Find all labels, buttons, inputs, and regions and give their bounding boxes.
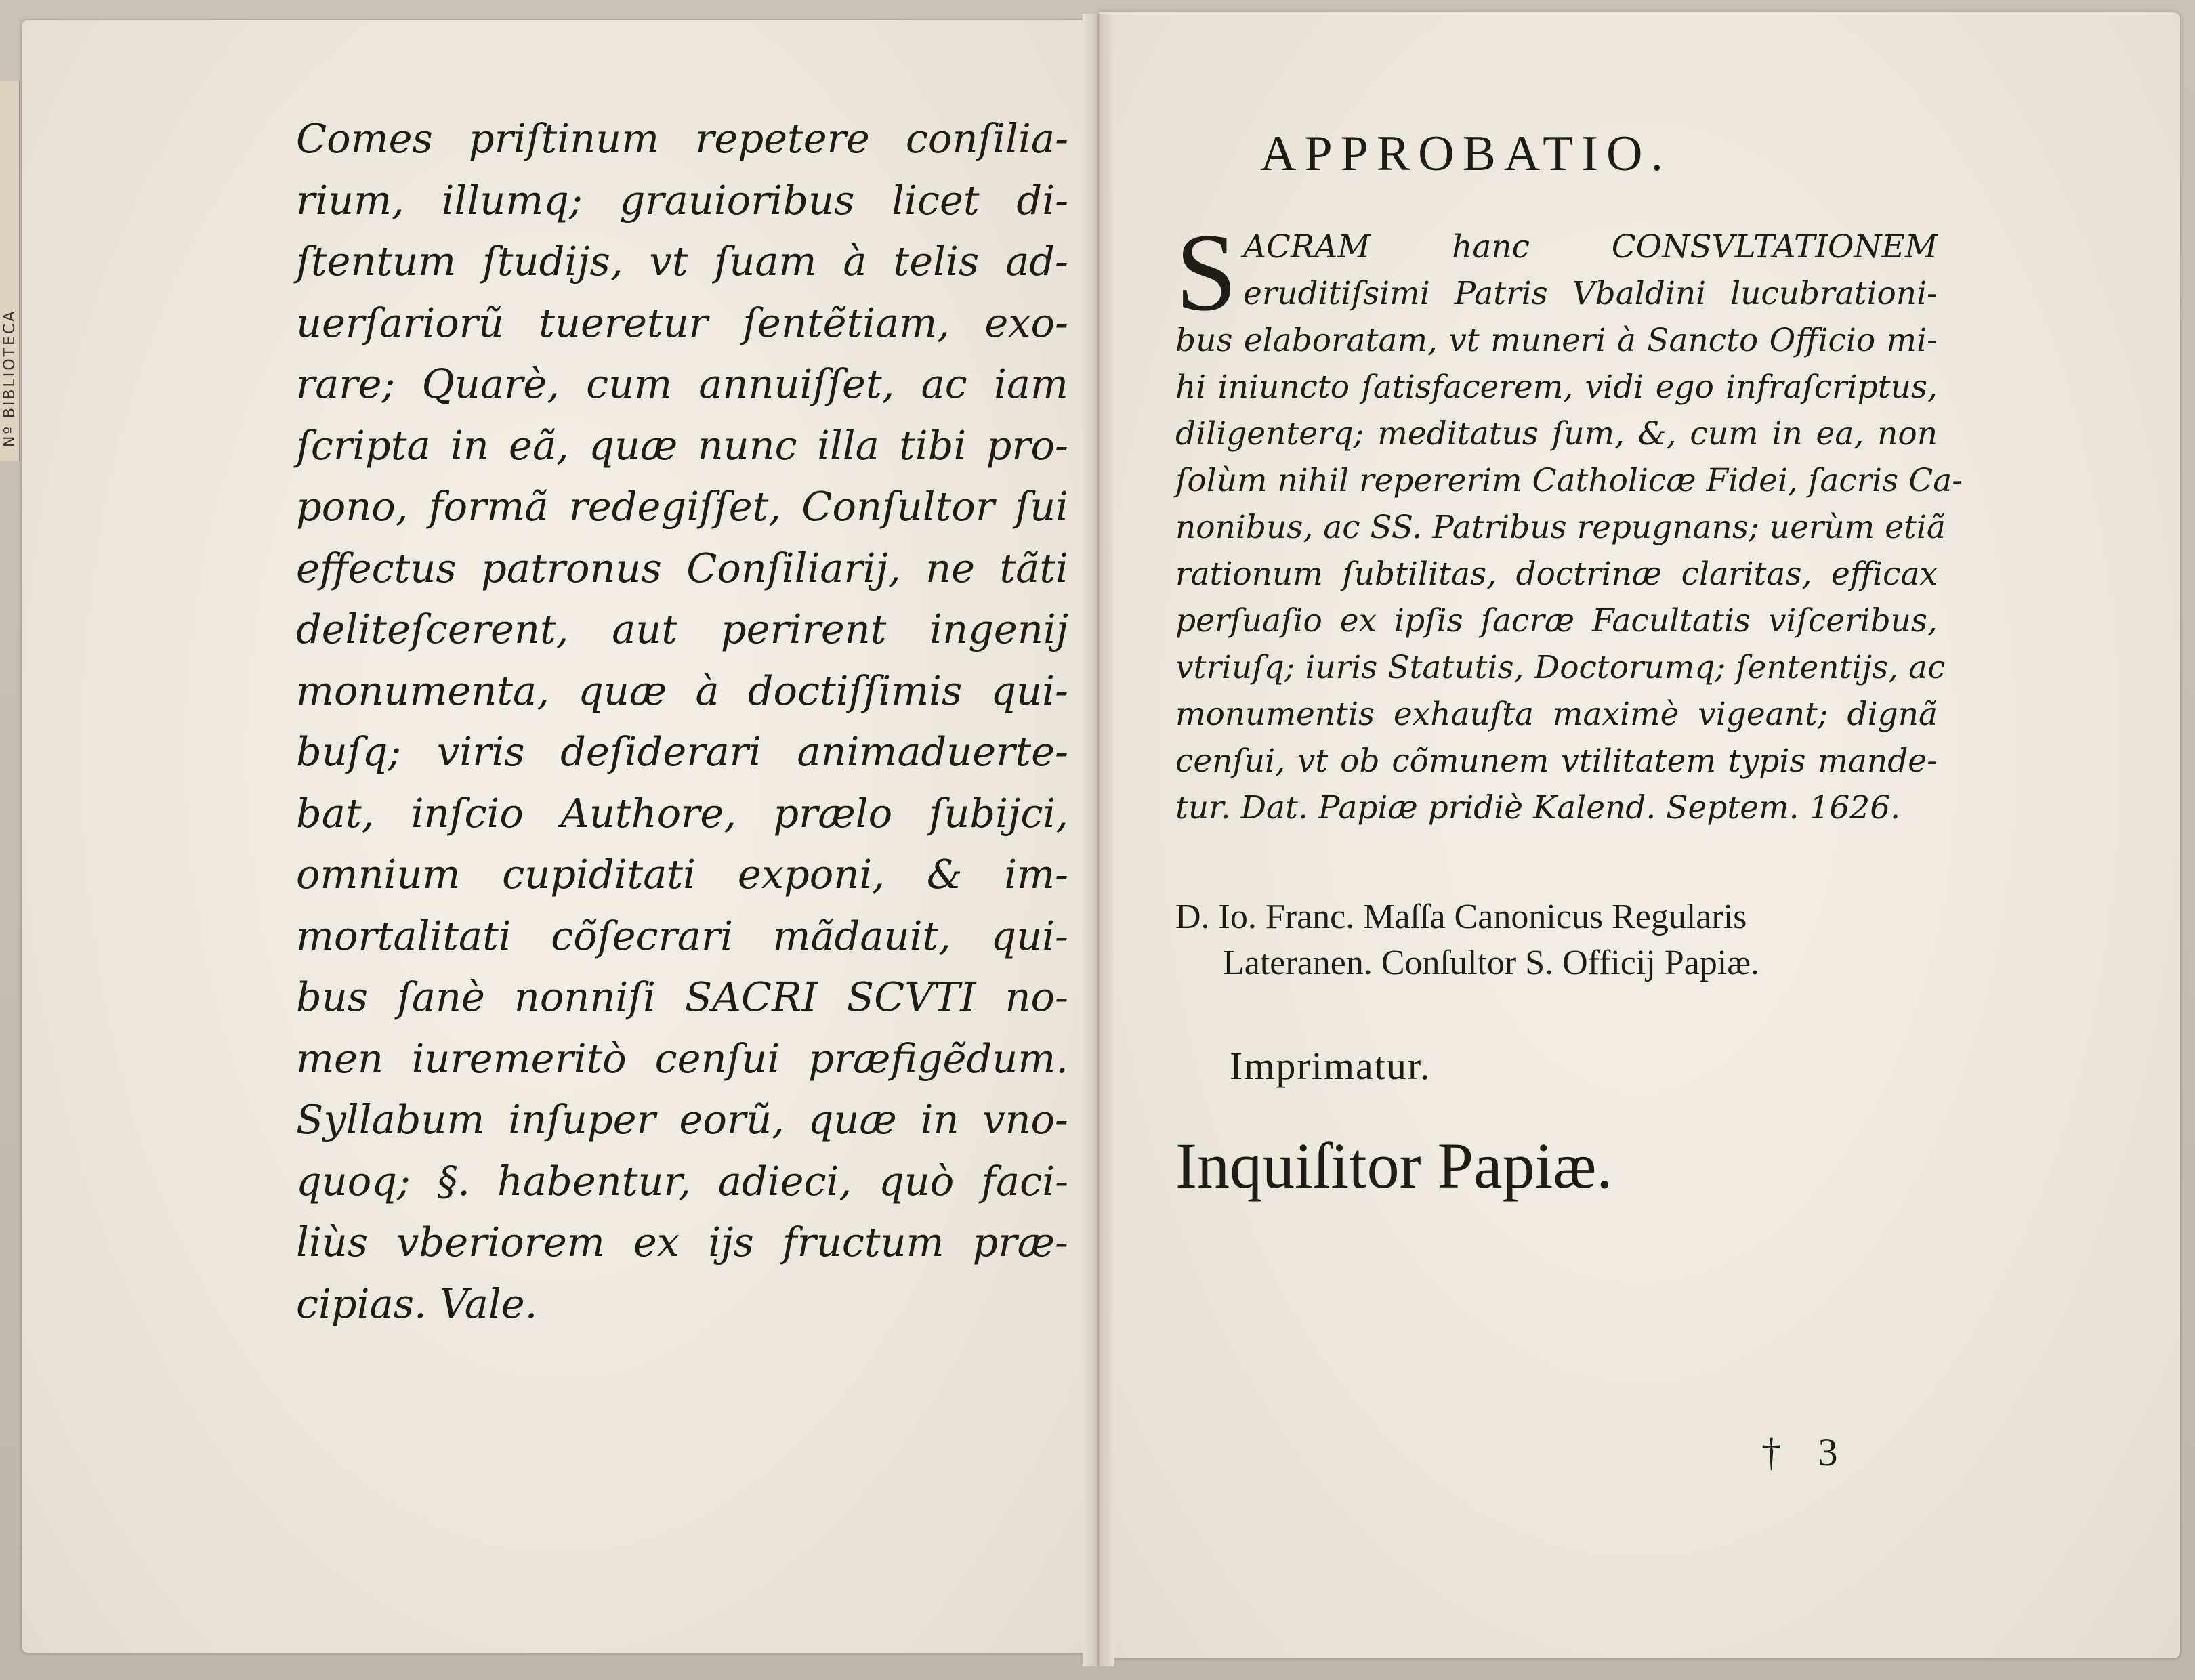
- approbation-line: diligenterq; meditatus ſum, &, cum in ea, non: [1175, 415, 1938, 453]
- text-line: Comes priſtinum repetere conſilia-: [296, 115, 1068, 162]
- book-gutter: [1083, 14, 1114, 1666]
- approbation-line: nonibus, ac SS. Patribus repugnans; uerùm etiã: [1175, 509, 1946, 546]
- text-line: cipias. Vale.: [296, 1280, 538, 1327]
- approbation-line: ACRAM hanc CONSVLTATIONEM: [1243, 228, 1938, 266]
- signature-line: D. Io. Franc. Maſſa Canonicus Regularis: [1175, 898, 1747, 936]
- text-line: ſcripta in eã, quæ nunc illa tibi pro-: [296, 421, 1068, 469]
- left-page-text: [296, 108, 1068, 1335]
- text-line: liùs vberiorem ex ijs fructum præ-: [296, 1219, 1068, 1265]
- imprimatur-line: Imprimatur.: [1230, 1044, 1431, 1088]
- library-label: Nº BIBLIOTECA: [1, 309, 18, 447]
- censor-signature: [1175, 894, 1759, 986]
- approbation-line: ſolùm nihil repererim Catholicæ Fidei, ſacris Ca-: [1175, 462, 1963, 499]
- text-line: bat, inſcio Authore, prælo ſubijci,: [296, 789, 1068, 837]
- text-line: Syllabum inſuper eorũ, quæ in vno-: [296, 1096, 1068, 1143]
- approbation-paragraph: [1175, 211, 1963, 831]
- left-page: [22, 20, 1096, 1653]
- text-line: rare; Quarè, cum annuiſſet, ac iam: [296, 360, 1068, 407]
- text-line: deliteſcerent, aut perirent ingenij: [296, 606, 1068, 652]
- signature-mark: † 3: [1761, 1430, 1852, 1474]
- approbation-text: [1175, 211, 1963, 831]
- approbation-line: vtriuſq; iuris Statutis, Doctorumq; ſententijs, ac: [1175, 649, 1946, 686]
- approbatio-heading: APPROBATIO.: [1260, 126, 1671, 182]
- signature-line: Lateranen. Conſultor S. Officij Papiæ.: [1223, 944, 1759, 982]
- approbation-line: perſuaſio ex ipſis ſacræ Facultatis viſceribus,: [1175, 602, 1938, 639]
- text-line: omnium cupiditati exponi, & im-: [296, 851, 1068, 898]
- approbation-line: monumentis exhauſta maximè vigeant; dignã: [1175, 696, 1938, 733]
- approbation-line: bus elaboratam, vt muneri à Sancto Officio mi-: [1175, 322, 1938, 359]
- text-line: men iuremeritò cenſui præfigẽdum.: [296, 1034, 1068, 1082]
- drop-cap: S: [1175, 211, 1238, 334]
- approbation-line: hi iniuncto ſatisfacerem, vidi ego infraſcriptus,: [1175, 369, 1938, 406]
- approbation-line: cenſui, vt ob cõmunem vtilitatem typis mande-: [1175, 742, 1938, 780]
- text-line: uerſariorũ tueretur ſentẽtiam, exo-: [296, 299, 1068, 346]
- text-line: buſq; viris deſiderari animaduerte-: [296, 728, 1068, 775]
- approbation-line: tur. Dat. Papiæ pridiè Kalend. Septem. 1626.: [1175, 789, 1901, 826]
- text-line: ſtentum ſtudijs, vt ſuam à telis ad-: [296, 238, 1068, 285]
- approbation-line: eruditiſsimi Patris Vbaldini lucubrationi-: [1243, 275, 1938, 312]
- text-line: bus ſanè nonniſi SACRI SCVTI no-: [296, 973, 1068, 1020]
- text-line: pono, formã redegiſſet, Conſultor ſui: [296, 483, 1068, 530]
- text-line: effectus patronus Conſiliarij, ne tãti: [296, 544, 1068, 591]
- text-line: rium, illumq; grauioribus licet di-: [296, 176, 1068, 224]
- text-line: mortalitati cõſecrari mãdauit, qui-: [296, 912, 1068, 959]
- approbation-line: rationum ſubtilitas, doctrinæ claritas, efficax: [1175, 555, 1938, 593]
- inquisitor-line: Inquiſitor Papiæ.: [1175, 1129, 1613, 1202]
- text-line: quoq; §. habentur, adieci, quò faci-: [296, 1157, 1068, 1204]
- text-line: monumenta, quæ à doctiſſimis qui-: [296, 667, 1068, 714]
- library-label-strip: [0, 81, 20, 461]
